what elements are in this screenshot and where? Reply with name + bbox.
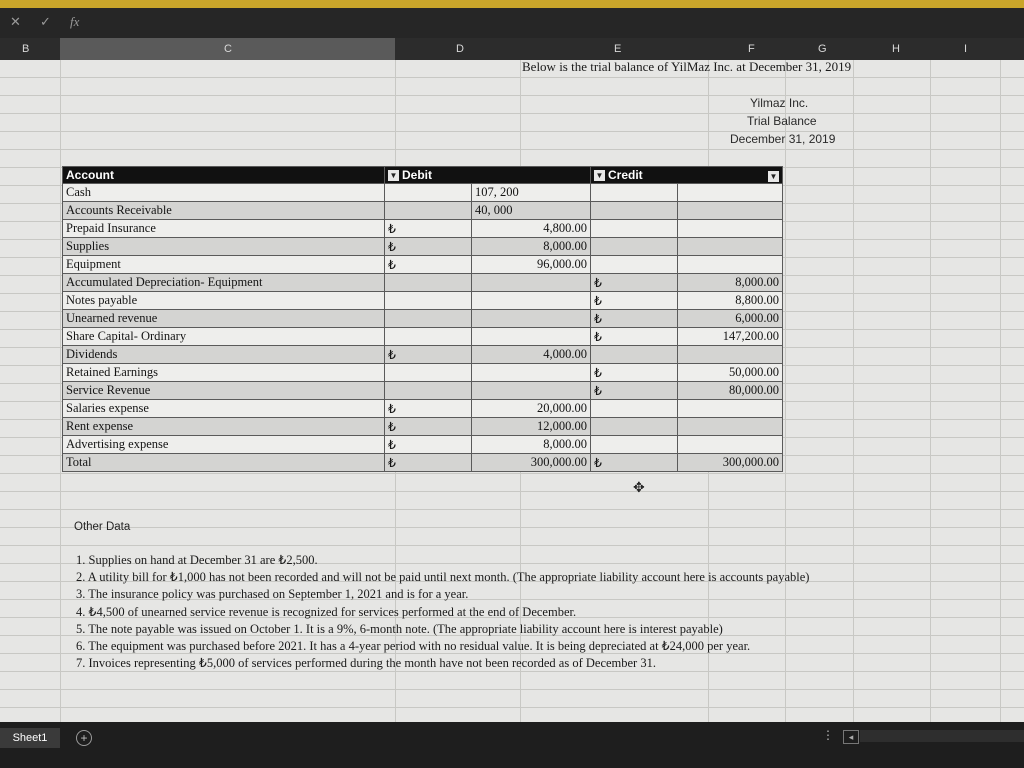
account-cell[interactable]: Notes payable [63,292,385,310]
debit-value-cell[interactable]: 96,000.00 [472,256,591,274]
credit-value-cell[interactable] [678,238,783,256]
debit-currency-cell[interactable] [385,202,472,220]
debit-currency-cell[interactable]: ₺ [385,220,472,238]
debit-value-cell[interactable]: 20,000.00 [472,400,591,418]
credit-value-cell[interactable] [678,400,783,418]
credit-currency-cell[interactable]: ₺ [591,328,678,346]
credit-value-cell[interactable]: 300,000.00 [678,454,783,472]
account-cell[interactable]: Cash [63,184,385,202]
plus-circle-icon[interactable]: + [76,730,92,746]
credit-value-cell[interactable]: 147,200.00 [678,328,783,346]
more-options-icon[interactable]: ⋮ [822,728,834,742]
credit-value-cell[interactable] [678,436,783,454]
table-row[interactable] [63,184,783,202]
account-cell[interactable]: Retained Earnings [63,364,385,382]
credit-currency-cell[interactable]: ₺ [591,382,678,400]
debit-currency-cell[interactable] [385,328,472,346]
credit-currency-cell[interactable] [591,256,678,274]
filter-dropdown-icon[interactable]: ▼ [389,171,398,181]
debit-value-cell[interactable]: 4,000.00 [472,346,591,364]
credit-value-cell[interactable]: 80,000.00 [678,382,783,400]
debit-value-cell[interactable] [472,310,591,328]
statement-date[interactable]: December 31, 2019 [730,132,836,146]
column-header-c[interactable]: C [224,43,232,55]
account-cell[interactable]: Share Capital- Ordinary [63,328,385,346]
formula-bar [0,8,1024,38]
table-row[interactable] [63,400,783,418]
note-item[interactable]: 6. The equipment was purchased before 2021. It has a 4-year period with no residual value. It is being depreciated at ₺24,000 per year. [76,639,751,654]
grid-column-line [60,60,61,722]
table-row[interactable] [63,220,783,238]
credit-value-cell[interactable]: 8,000.00 [678,274,783,292]
confirm-icon[interactable]: ✓ [40,14,51,29]
debit-value-cell[interactable]: 8,000.00 [472,436,591,454]
table-row[interactable] [63,418,783,436]
grid-column-line [853,60,854,722]
company-name[interactable]: Yilmaz Inc. [750,96,809,110]
debit-value-cell[interactable] [472,328,591,346]
credit-value-cell[interactable]: 8,800.00 [678,292,783,310]
debit-value-cell[interactable]: 300,000.00 [472,454,591,472]
credit-currency-cell[interactable]: ₺ [591,364,678,382]
credit-currency-cell[interactable]: ₺ [591,454,678,472]
table-row[interactable] [63,382,783,400]
other-data-label[interactable]: Other Data [74,521,131,533]
filter-dropdown-icon[interactable]: ▼ [769,172,778,181]
credit-currency-cell[interactable] [591,238,678,256]
table-row[interactable] [63,346,783,364]
note-item[interactable]: 3. The insurance policy was purchased on September 1, 2021 and is for a year. [76,587,469,602]
table-row[interactable] [63,328,783,346]
table-row[interactable] [63,436,783,454]
account-cell[interactable]: Salaries expense [63,400,385,418]
debit-value-cell[interactable] [472,292,591,310]
debit-currency-cell[interactable]: ₺ [385,238,472,256]
statement-name[interactable]: Trial Balance [747,114,817,128]
scroll-left-icon[interactable]: ◂ [843,730,859,744]
function-icon[interactable]: fx [70,14,80,29]
grid-column-line [1000,60,1001,722]
debit-currency-cell[interactable]: ₺ [385,418,472,436]
account-cell[interactable]: Equipment [63,256,385,274]
column-header-i[interactable]: I [964,43,968,55]
column-header-g[interactable]: G [818,43,827,55]
debit-currency-cell[interactable]: ₺ [385,436,472,454]
column-headers [0,38,1024,60]
debit-value-cell[interactable]: 4,800.00 [472,220,591,238]
note-item[interactable]: 1. Supplies on hand at December 31 are ₺2,500. [76,553,318,567]
debit-currency-cell[interactable] [385,364,472,382]
column-header-d[interactable]: D [456,43,464,55]
debit-currency-cell[interactable]: ₺ [385,256,472,274]
debit-value-cell[interactable]: 8,000.00 [472,238,591,256]
cell-select-cursor-icon: ✥ [633,481,645,496]
note-item[interactable]: 5. The note payable was issued on October 1. It is a 9%, 6-month note. (The appropriate liability account here is interest payable) [76,621,723,636]
note-item[interactable]: 2. A utility bill for ₺1,000 has not been recorded and will not be paid until next month. (The appropriate liability account here is accounts payable) [76,570,810,585]
column-header-account[interactable]: Account [63,167,385,184]
debit-value-cell[interactable] [472,364,591,382]
account-cell[interactable]: Rent expense [63,418,385,436]
debit-currency-cell[interactable]: ₺ [385,400,472,418]
account-cell[interactable]: Accumulated Depreciation- Equipment [63,274,385,292]
credit-value-cell[interactable] [678,184,783,202]
column-header-debit-label: Debit [402,168,432,182]
credit-currency-cell[interactable] [591,436,678,454]
debit-currency-cell[interactable] [385,310,472,328]
table-row[interactable] [63,364,783,382]
credit-currency-cell[interactable] [591,418,678,436]
table-row[interactable] [63,256,783,274]
credit-value-cell[interactable] [678,220,783,238]
table-row[interactable] [63,292,783,310]
table-row[interactable] [63,202,783,220]
column-header-e[interactable]: E [614,43,622,55]
cancel-icon[interactable]: ✕ [10,14,21,29]
column-header-debit[interactable] [385,167,591,184]
credit-currency-cell[interactable]: ₺ [591,274,678,292]
table-header-row [63,167,783,184]
note-item[interactable]: 7. Invoices representing ₺5,000 of services performed during the month have not been recorded as of December 31. [76,656,656,671]
credit-currency-cell[interactable]: ₺ [591,292,678,310]
table-row[interactable] [63,274,783,292]
account-cell[interactable]: Unearned revenue [63,310,385,328]
debit-currency-cell[interactable]: ₺ [385,454,472,472]
window-top-strip [0,0,1024,8]
account-cell[interactable]: Prepaid Insurance [63,220,385,238]
grid-column-line [930,60,931,722]
table-row[interactable] [63,310,783,328]
debit-currency-cell[interactable]: ₺ [385,346,472,364]
credit-value-cell[interactable]: 6,000.00 [678,310,783,328]
account-cell[interactable]: Total [63,454,385,472]
column-header-b[interactable]: B [22,43,30,55]
account-cell[interactable]: Advertising expense [63,436,385,454]
credit-currency-cell[interactable] [591,220,678,238]
adjustment-notes [76,552,809,672]
table-row[interactable] [63,454,783,472]
column-header-credit[interactable] [591,167,783,184]
credit-value-cell[interactable] [678,346,783,364]
credit-value-cell[interactable] [678,256,783,274]
debit-value-cell[interactable] [472,274,591,292]
credit-currency-cell[interactable]: ₺ [591,310,678,328]
credit-value-cell[interactable]: 50,000.00 [678,364,783,382]
trial-balance-table [62,166,783,472]
sheet-tab-bar [0,722,1024,768]
account-cell[interactable]: Accounts Receivable [63,202,385,220]
column-header-credit-label: Credit [608,168,643,182]
horizontal-scrollbar[interactable] [860,730,1024,742]
column-header-h[interactable]: H [892,43,900,55]
account-cell[interactable]: Service Revenue [63,382,385,400]
debit-currency-cell[interactable] [385,184,472,202]
credit-value-cell[interactable] [678,418,783,436]
sheet-title[interactable]: Below is the trial balance of YilMaz Inc. at December 31, 2019 [522,59,852,74]
sheet-tab[interactable]: Sheet1 [0,728,60,748]
credit-currency-cell[interactable] [591,184,678,202]
credit-currency-cell[interactable] [591,346,678,364]
filter-dropdown-icon[interactable]: ▼ [595,171,604,181]
debit-currency-cell[interactable] [385,382,472,400]
debit-value-cell[interactable]: 107, 200 [472,184,591,202]
note-item[interactable]: 4. ₺4,500 of unearned service revenue is recognized for services performed at the end of December. [76,604,577,619]
debit-value-cell[interactable]: 40, 000 [472,202,591,220]
debit-value-cell[interactable] [472,382,591,400]
credit-currency-cell[interactable] [591,202,678,220]
debit-value-cell[interactable]: 12,000.00 [472,418,591,436]
credit-value-cell[interactable] [678,202,783,220]
table-row[interactable] [63,238,783,256]
credit-currency-cell[interactable] [591,400,678,418]
debit-currency-cell[interactable] [385,292,472,310]
column-header-f[interactable]: F [748,43,755,55]
account-cell[interactable]: Dividends [63,346,385,364]
account-cell[interactable]: Supplies [63,238,385,256]
debit-currency-cell[interactable] [385,274,472,292]
